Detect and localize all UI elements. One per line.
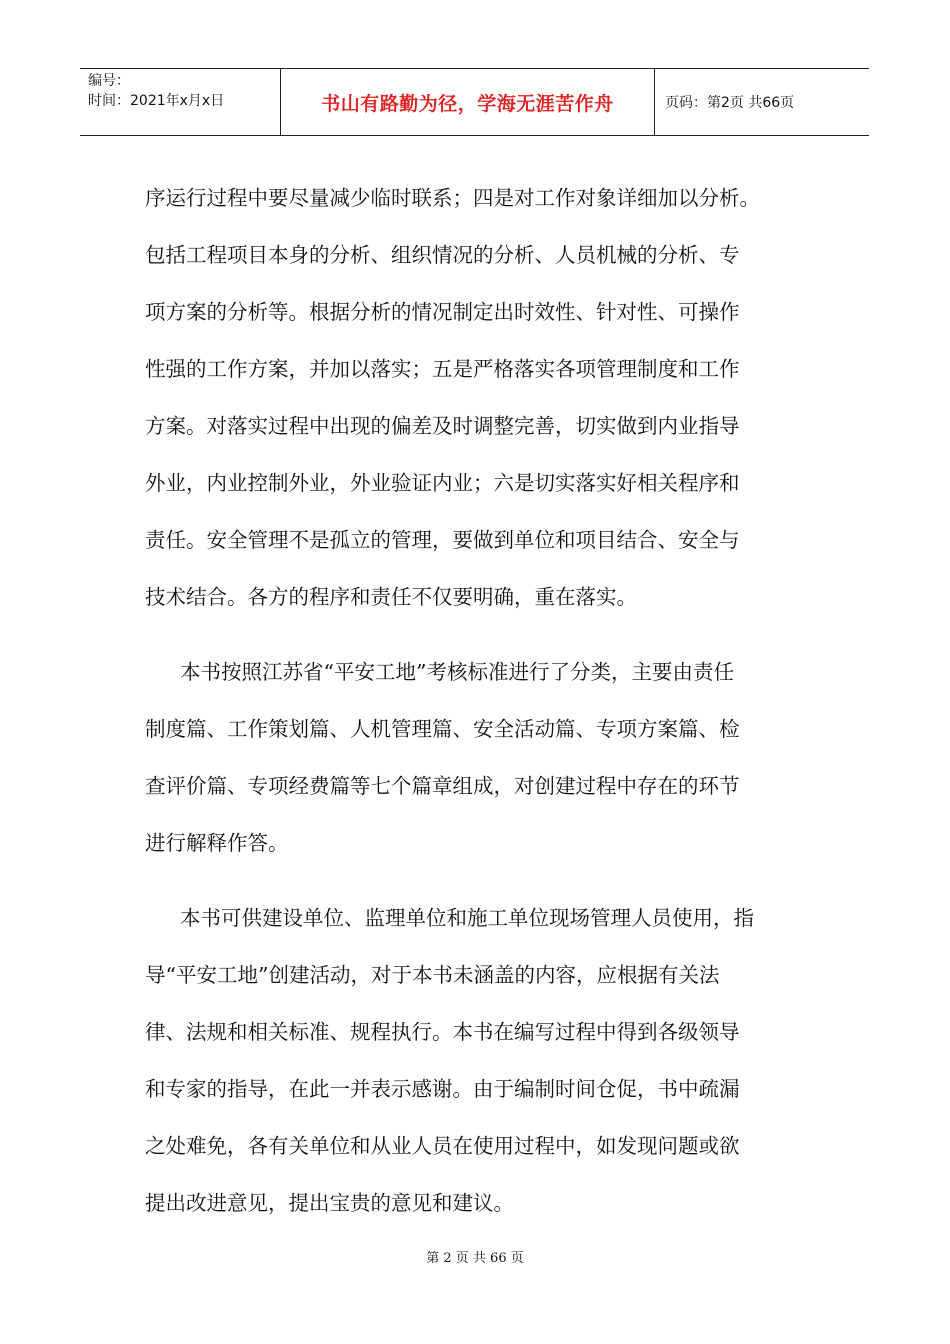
text-line: 方案。对落实过程中出现的偏差及时调整完善，切实做到内业指导: [145, 414, 740, 438]
header-meta-cell: [80, 69, 281, 135]
header-motto: 书山有路勤为径，学海无涯苦作舟: [281, 69, 655, 135]
text-line: 外业，内业控制外业，外业验证内业；六是切实落实好相关程序和: [145, 471, 740, 495]
document-number-label: 编号：: [88, 73, 130, 89]
text-line: 查评价篇、专项经费篇等七个篇章组成，对创建过程中存在的环节: [145, 774, 740, 798]
text-line: 和专家的指导，在此一并表示感谢。由于编制时间仓促，书中疏漏: [145, 1077, 740, 1101]
text-line: 本书按照江苏省“平安工地”考核标准进行了分类，主要由责任: [180, 660, 734, 684]
text-line: 责任。安全管理不是孤立的管理，要做到单位和项目结合、安全与: [145, 528, 740, 552]
text-line: 导“平安工地”创建活动，对于本书未涵盖的内容，应根据有关法: [145, 963, 720, 987]
page-header: [80, 68, 869, 136]
text-line: 律、法规和相关标准、规程执行。本书在编写过程中得到各级领导: [145, 1020, 740, 1044]
document-body: [145, 170, 815, 1232]
text-line: 之处难免，各有关单位和从业人员在使用过程中，如发现问题或欲: [145, 1134, 740, 1158]
header-page-number: 页码：第2页 共66页: [665, 95, 795, 111]
text-line: 进行解释作答。: [145, 831, 289, 855]
text-line: 本书可供建设单位、监理单位和施工单位现场管理人员使用，指: [180, 906, 754, 930]
paragraph: [145, 644, 815, 872]
text-line: 性强的工作方案，并加以落实；五是严格落实各项管理制度和工作: [145, 357, 740, 381]
text-line: 项方案的分析等。根据分析的情况制定出时效性、针对性、可操作: [145, 300, 740, 324]
document-date-label: 时间：2021年x月x日: [88, 93, 225, 109]
text-line: 技术结合。各方的程序和责任不仅要明确，重在落实。: [145, 585, 637, 609]
text-line: 序运行过程中要尽量减少临时联系；四是对工作对象详细加以分析。: [145, 186, 760, 210]
text-line: 包括工程项目本身的分析、组织情况的分析、人员机械的分析、专: [145, 243, 740, 267]
text-line: 制度篇、工作策划篇、人机管理篇、安全活动篇、专项方案篇、检: [145, 717, 740, 741]
text-line: 提出改进意见，提出宝贵的意见和建议。: [145, 1191, 514, 1215]
page-footer: 第 2 页 共 66 页: [426, 1251, 524, 1266]
paragraph: [145, 890, 815, 1232]
paragraph: [145, 170, 815, 626]
